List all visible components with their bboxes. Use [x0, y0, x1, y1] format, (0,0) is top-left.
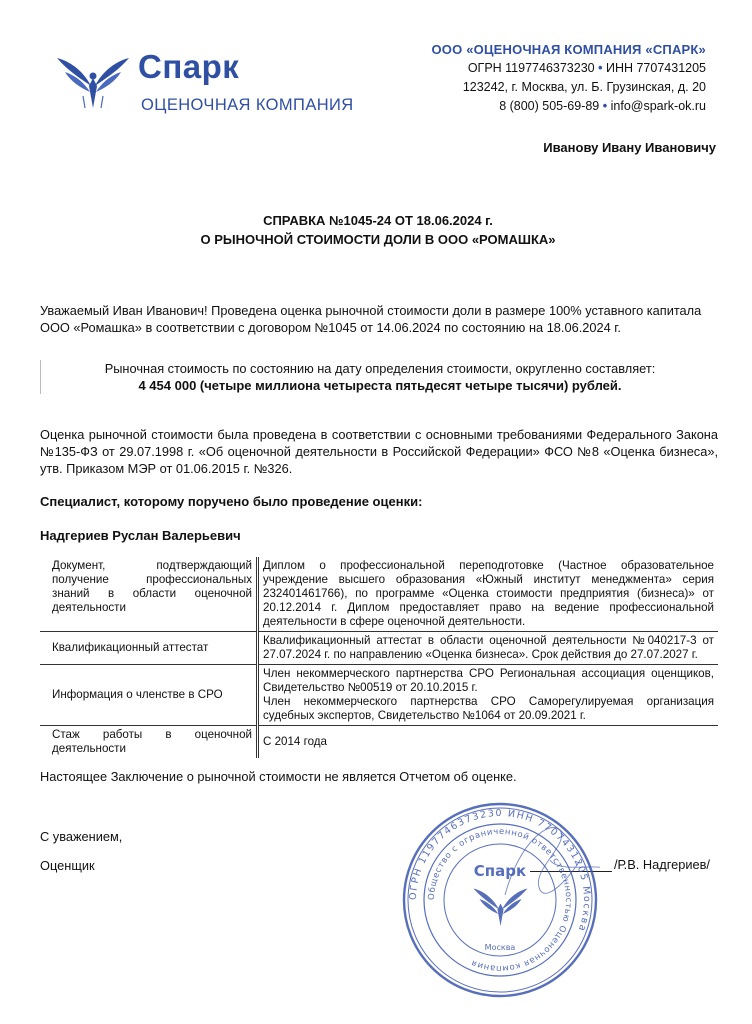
company-info: [380, 40, 706, 116]
value-caption: Рыночная стоимость по состоянию на дату определения стоимости, округленно составляет:: [104, 361, 656, 376]
table-value: Квалификационный аттестат в области оценочной деятельности №040217-3 от 27.07.2024 г. по направлению «Оценка бизнеса». Срок действия до 27.07.2027 г.: [258, 632, 719, 665]
logo-name: Спарк: [138, 48, 240, 85]
addressee: Иванову Ивану Ивановичу: [543, 140, 716, 155]
email: info@spark-ok.ru: [610, 99, 706, 113]
table-key: Документ, подтверждающий получение профессиональных знаний в области оценочной деятельности: [40, 557, 258, 632]
separator-dot: •: [602, 99, 608, 113]
role: Оценщик: [40, 858, 95, 873]
membership-2: Член некоммерческого партнерства СРО Саморегулируемая организация судебных экспертов, Свидетельство №1064 от 20.09.2021 г.: [263, 695, 714, 722]
membership-1: Член некоммерческого партнерства СРО Региональная ассоциация оценщиков, Свидетельство №00519 от 20.10.2015 г.: [263, 667, 714, 694]
phone: 8 (800) 505-69-89: [499, 99, 600, 113]
inn: ИНН 7707431205: [605, 61, 706, 75]
title-line-1: СПРАВКА №1045-24 ОТ 18.06.2024 г.: [263, 213, 493, 228]
spark-logo-icon: [55, 52, 131, 110]
table-value: [258, 665, 719, 726]
ogrn: ОГРН 1197746373230: [467, 61, 595, 75]
table-row: [40, 632, 718, 665]
stamp-logo-icon: [474, 889, 528, 927]
specialist-info-table: [40, 557, 718, 758]
intro-paragraph: Уважаемый Иван Иванович! Проведена оценка рыночной стоимости доли в размере 100% уставного капитала ООО «Ромашка» в соответствии с договором №1045 от 14.06.2024 по состоянию на 18.06.2024 г.: [40, 303, 702, 335]
value-amount: 4 454 000 (четыре миллиона четыреста пятьдесят четыре тысячи) рублей.: [138, 378, 622, 393]
title-line-2: О РЫНОЧНОЙ СТОИМОСТИ ДОЛИ В ООО «РОМАШКА»: [200, 232, 556, 247]
stamp-ring-text: ОГРН 1197746373230 ИНН 7707431205 Москва: [407, 807, 593, 934]
value-block: [40, 360, 719, 394]
signer-name: /Р.В. Надгериев/: [614, 857, 710, 872]
table-key: Квалификационный аттестат: [40, 632, 258, 665]
company-registration: [380, 59, 706, 78]
table-value: С 2014 года: [263, 735, 327, 748]
stamp-inner-text: Общество с ограниченной ответственностью Оценочная компания: [426, 826, 574, 974]
company-name: ООО «ОЦЕНОЧНАЯ КОМПАНИЯ «СПАРК»: [431, 42, 706, 57]
table-key: Стаж работы в оценочной деятельности: [40, 726, 258, 759]
conclusion: Настоящее Заключение о рыночной стоимости не является Отчетом об оценке.: [40, 769, 517, 784]
specialist-heading: Специалист, которому поручено было проведение оценки:: [40, 494, 423, 509]
table-row: [40, 557, 718, 632]
company-stamp: [400, 800, 600, 1000]
specialist-name: Надгериев Руслан Валерьевич: [40, 528, 241, 543]
regards: С уважением,: [40, 829, 123, 844]
stamp-city: Москва: [484, 943, 516, 952]
table-row: [40, 665, 718, 726]
table-row: [40, 726, 718, 759]
company-address: 123242, г. Москва, ул. Б. Грузинская, д. 20: [462, 80, 706, 94]
table-key: Информация о членстве в СРО: [40, 665, 258, 726]
logo-subtitle: ОЦЕНОЧНАЯ КОМПАНИЯ: [141, 96, 354, 114]
separator-dot: •: [598, 61, 603, 75]
company-contacts: [380, 97, 706, 116]
document-title: [40, 211, 716, 249]
stamp-center-text: Спарк: [473, 862, 527, 880]
basis-paragraph: Оценка рыночной стоимости была проведена в соответствии с основными требованиями Федерального Закона №135-ФЗ от 29.07.1998 г. «Об оценочной деятельности в Российской Федерации» ФСО №8 «Оценка бизнеса», утв. Приказом МЭР от 01.06.2015 г. №326.: [40, 427, 718, 476]
table-value: Диплом о профессиональной переподготовке (Частное образовательное учреждение высшего образования «Южный институт менеджмента» серия 232401461766), по программе «Оценка стоимости предприятия (бизнеса)» от 20.12.2014 г. Диплом предоставляет право на ведение профессиональной деятельности в сфере оценочной деятельности.: [258, 557, 719, 632]
